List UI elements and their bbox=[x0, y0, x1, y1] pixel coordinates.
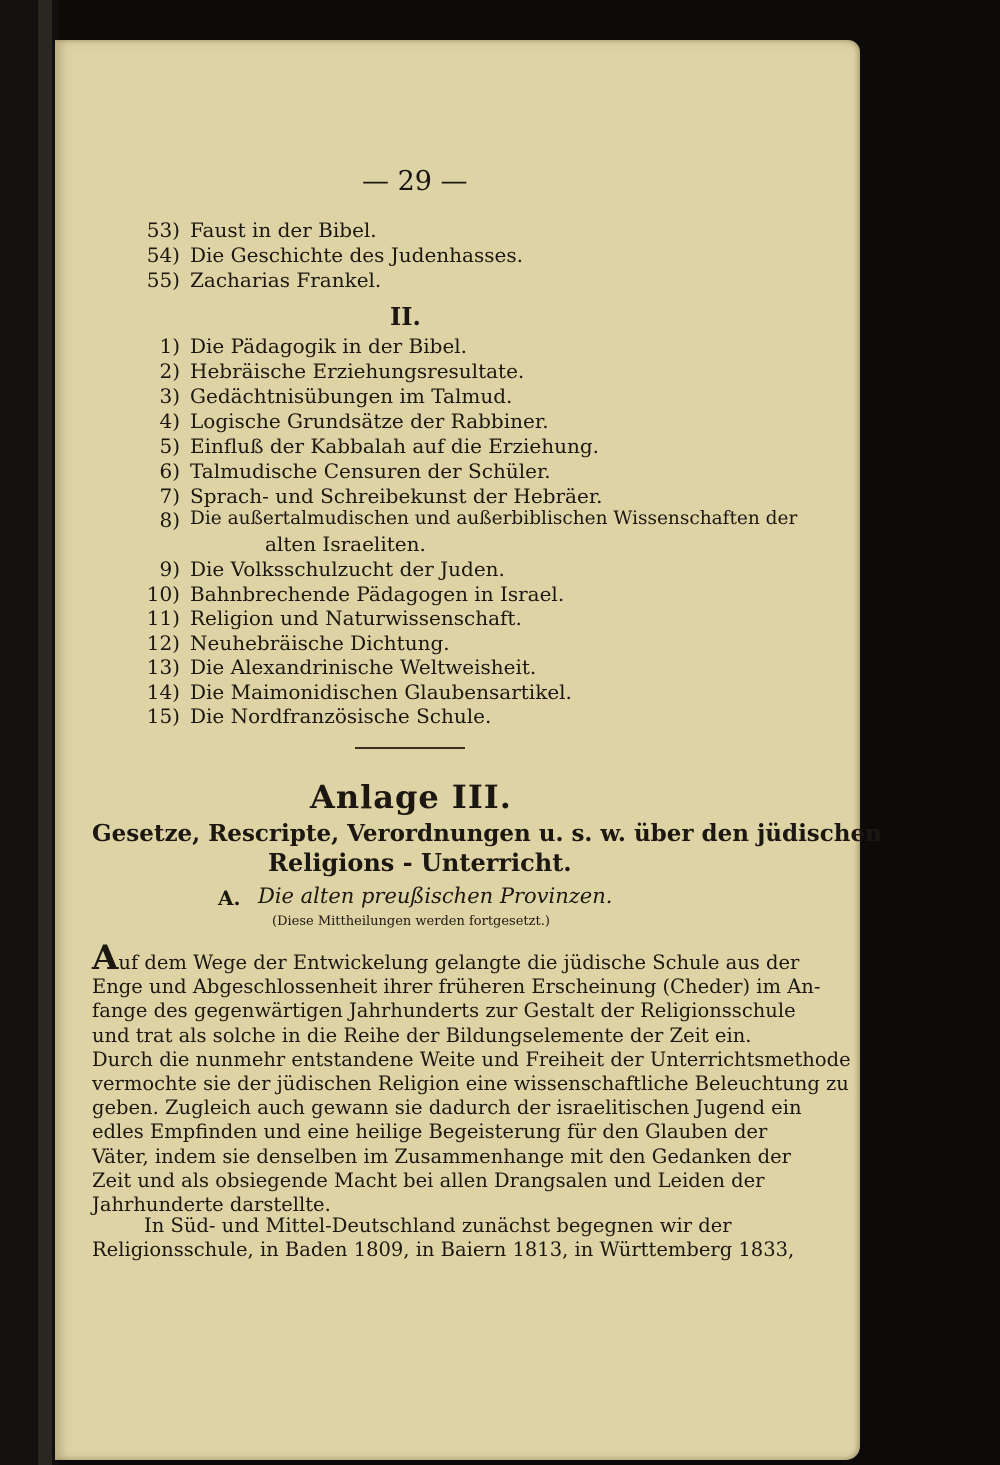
list-item-text: Die außertalmudischen und außerbiblischen Wissenschaften der bbox=[190, 508, 798, 529]
list-item-text: Religion und Naturwissenschaft. bbox=[190, 606, 522, 630]
list-item-text: Die Nordfranzösische Schule. bbox=[190, 704, 492, 728]
editorial-note: (Diese Mittheilungen werden fortgesetzt.) bbox=[272, 914, 550, 929]
paragraph-line: In Süd- und Mittel-Deutschland zunächst begegnen wir der bbox=[144, 1214, 732, 1237]
list-item-number: 6) bbox=[159, 459, 180, 483]
list-item-number: 2) bbox=[159, 359, 180, 383]
list-item-continuation: alten Israeliten. bbox=[265, 532, 426, 556]
list-item-text: Die Maimonidischen Glaubensartikel. bbox=[190, 680, 572, 704]
paragraph-line: fange des gegenwärtigen Jahrhunderts zur Gestalt der Religionsschule bbox=[92, 999, 796, 1023]
paragraph-line: Auf dem Wege der Entwickelung gelangte die jüdische Schule aus der bbox=[92, 938, 800, 978]
section-title: Die alten preußischen Provinzen. bbox=[258, 884, 613, 908]
section-divider bbox=[355, 747, 465, 749]
list-item-text: Hebräische Erziehungsresultate. bbox=[190, 359, 525, 383]
list-item-text: Talmudische Censuren der Schüler. bbox=[190, 459, 551, 483]
paragraph-line: Väter, indem sie denselben im Zusammenhange mit den Gedanken der bbox=[92, 1144, 792, 1168]
list-item-number: 5) bbox=[159, 434, 180, 458]
list-item-number: 15) bbox=[146, 704, 180, 728]
paragraph-line: Zeit und als obsiegende Macht bei allen Drangsalen und Leiden der bbox=[92, 1168, 765, 1192]
list-item-number: 8) bbox=[159, 508, 180, 532]
list-item-number: 9) bbox=[159, 557, 180, 581]
list-item-number: 1) bbox=[159, 334, 180, 358]
paragraph-line: edles Empfinden und eine heilige Begeisterung für den Glauben der bbox=[92, 1120, 768, 1144]
list-item-number: 53) bbox=[146, 218, 180, 242]
list-item-number: 7) bbox=[159, 484, 180, 508]
paragraph-line: geben. Zugleich auch gewann sie dadurch der israelitischen Jugend ein bbox=[92, 1096, 802, 1120]
list-item-text: Neuhebräische Dichtung. bbox=[190, 631, 450, 655]
list-item-text: Faust in der Bibel. bbox=[190, 218, 377, 242]
list-item-text: Zacharias Frankel. bbox=[190, 268, 382, 292]
annex-subtitle: Gesetze, Rescripte, Verordnungen u. s. w. über den jüdischen bbox=[92, 820, 882, 847]
list-item-text: Bahnbrechende Pädagogen in Israel. bbox=[190, 582, 565, 606]
list-item-number: 10) bbox=[146, 582, 180, 606]
page-number: — 29 — bbox=[362, 166, 468, 197]
paragraph-line: Jahrhunderte darstellte. bbox=[92, 1193, 331, 1217]
list-item-number: 3) bbox=[159, 384, 180, 408]
drop-cap: A bbox=[92, 938, 119, 978]
list-item-number: 55) bbox=[146, 268, 180, 292]
list-item-text: Die Pädagogik in der Bibel. bbox=[190, 334, 468, 358]
list-item-text: Gedächtnisübungen im Talmud. bbox=[190, 384, 513, 408]
body-paragraph bbox=[92, 1214, 795, 1262]
list-item-text: Sprach- und Schreibekunst der Hebräer. bbox=[190, 484, 603, 508]
section-letter: A. bbox=[218, 886, 241, 910]
list-item-number: 13) bbox=[146, 655, 180, 679]
annex-title: Anlage III. bbox=[310, 778, 512, 816]
list-item-number: 12) bbox=[146, 631, 180, 655]
list-item-text: Die Volksschulzucht der Juden. bbox=[190, 557, 505, 581]
paragraph-line: und trat als solche in die Reihe der Bildungselemente der Zeit ein. bbox=[92, 1023, 752, 1047]
annex-subtitle: Religions - Unterricht. bbox=[268, 848, 572, 877]
list-item-number: 14) bbox=[146, 680, 180, 704]
body-paragraph bbox=[92, 938, 851, 1217]
list-item-text: Die Alexandrinische Weltweisheit. bbox=[190, 655, 537, 679]
paragraph-line: Enge und Abgeschlossenheit ihrer früheren Erscheinung (Cheder) im An- bbox=[92, 975, 821, 999]
list-item-number: 54) bbox=[146, 243, 180, 267]
page-edge bbox=[38, 0, 52, 1465]
list-item-number: 4) bbox=[159, 409, 180, 433]
section-heading-ii: II. bbox=[390, 302, 421, 331]
paragraph-line: vermochte sie der jüdischen Religion eine wissenschaftliche Beleuchtung zu bbox=[92, 1072, 849, 1096]
paragraph-line: Religionsschule, in Baden 1809, in Baiern 1813, in Württemberg 1833, bbox=[92, 1238, 795, 1262]
list-item-text: Einfluß der Kabbalah auf die Erziehung. bbox=[190, 434, 600, 458]
list-item-text: Logische Grundsätze der Rabbiner. bbox=[190, 409, 549, 433]
list-item-text: Die Geschichte des Judenhasses. bbox=[190, 243, 523, 267]
list-item-number: 11) bbox=[146, 606, 180, 630]
paragraph-line: Durch die nunmehr entstandene Weite und Freiheit der Unterrichtsmethode bbox=[92, 1047, 851, 1071]
